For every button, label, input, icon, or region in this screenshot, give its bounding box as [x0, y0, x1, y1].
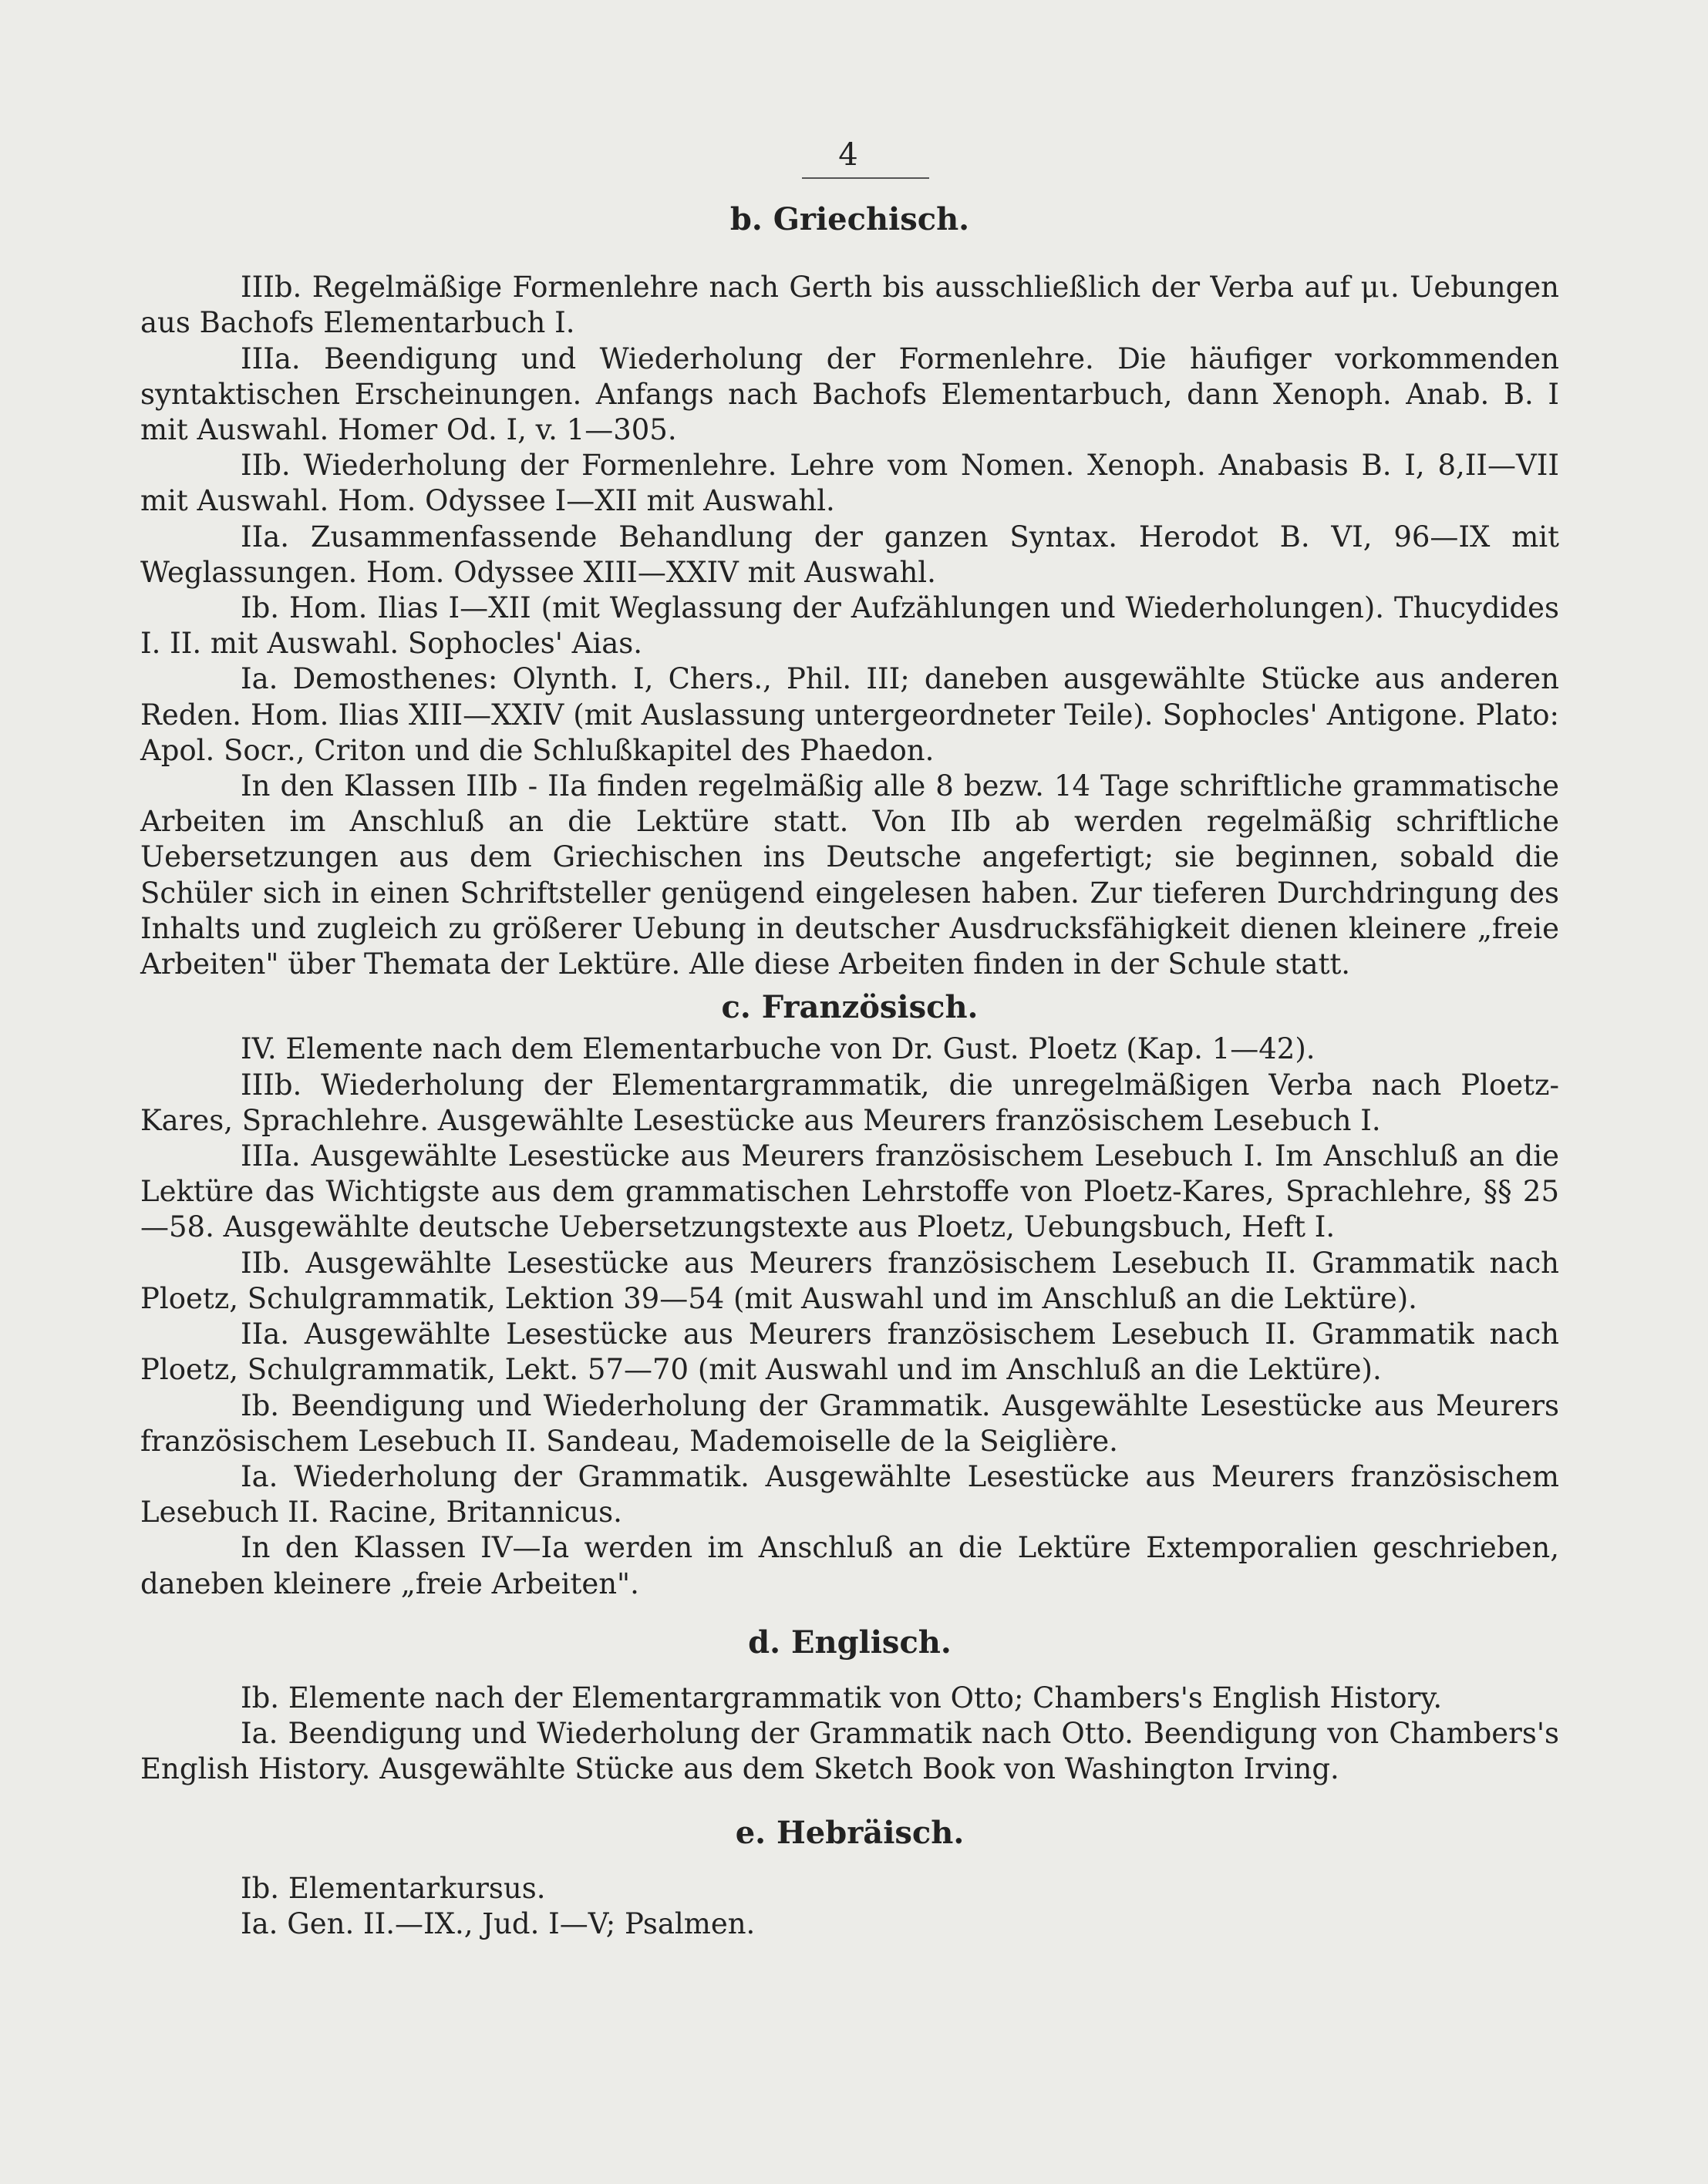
entry-hebraeisch-Ia: Ia. Gen. II.—IX., Jud. I—V; Psalmen.	[241, 1906, 756, 1940]
note-griechisch: In den Klassen IIIb - IIa finden regelmäßig alle 8 bezw. 14 Tage schriftliche grammatische Arbeiten im Anschluß an die Lektüre statt. Von IIb ab werden regelmäßig schriftliche Uebersetzungen aus dem Griechischen ins Deutsche angefertigt; sie beginnen, sobald die Schüler sich in einen Schriftsteller genügend eingelesen haben. Zur tieferen Durchdringung des Inhalts und zugleich zu größerer Uebung in deutscher Ausdrucksfähigkeit dienen kleinere „freie Arbeiten" über Themata der Lektüre. Alle diese Arbeiten finden in der Schule statt.	[140, 769, 1559, 981]
section-heading-griechisch: b. Griechisch.	[729, 201, 970, 237]
entry-franzoesisch-IIa: IIa. Ausgewählte Lesestücke aus Meurers französischem Lesebuch II. Grammatik nach Ploetz, Schulgrammatik, Lekt. 57—70 (mit Auswahl und im Anschluß an die Lektüre).	[140, 1317, 1559, 1387]
entry-franzoesisch-IIb: IIb. Ausgewählte Lesestücke aus Meurers französischem Lesebuch II. Grammatik nach Ploetz, Schulgrammatik, Lektion 39—54 (mit Auswahl und im Anschluß an die Lektüre).	[140, 1246, 1559, 1315]
entry-hebraeisch-Ib: Ib. Elementarkursus.	[241, 1871, 546, 1905]
entry-englisch-Ia: Ia. Beendigung und Wiederholung der Grammatik nach Otto. Beendigung von Chambers's English History. Ausgewählte Stücke aus dem Sketch Book von Washington Irving.	[140, 1717, 1559, 1786]
page-number: 4	[838, 137, 858, 173]
entry-franzoesisch-IIIa: IIIa. Ausgewählte Lesestücke aus Meurers französischem Lesebuch I. Im Anschluß an die Lektüre das Wichtigste aus dem grammatischen Lehrstoffe von Ploetz-Kares, Sprachlehre, §§ 25—58. Ausgewählte deutsche Uebersetzungstexte aus Ploetz, Uebungsbuch, Heft I.	[140, 1139, 1559, 1244]
entry-franzoesisch-IV: IV. Elemente nach dem Elementarbuche von Dr. Gust. Ploetz (Kap. 1—42).	[241, 1032, 1316, 1066]
page-number-rule	[802, 177, 929, 179]
section-heading-englisch: d. Englisch.	[748, 1624, 952, 1661]
entry-franzoesisch-Ib: Ib. Beendigung und Wiederholung der Grammatik. Ausgewählte Lesestücke aus Meurers französischem Lesebuch II. Sandeau, Mademoiselle de la Seiglière.	[140, 1388, 1559, 1458]
section-heading-hebraeisch: e. Hebräisch.	[735, 1814, 965, 1851]
entry-griechisch-IIb: IIb. Wiederholung der Formenlehre. Lehre vom Nomen. Xenoph. Anabasis B. I, 8,II—VII mit Auswahl. Hom. Odyssee I—XII mit Auswahl.	[140, 449, 1559, 518]
section-heading-franzoesisch: c. Französisch.	[721, 989, 979, 1026]
note-franzoesisch: In den Klassen IV—Ia werden im Anschluß an die Lektüre Extemporalien geschrieben, daneben kleinere „freie Arbeiten".	[140, 1531, 1559, 1600]
entry-englisch-Ib: Ib. Elemente nach der Elementargrammatik von Otto; Chambers's English History.	[241, 1681, 1443, 1715]
entry-griechisch-IIIa: IIIa. Beendigung und Wiederholung der Formenlehre. Die häufiger vorkommenden syntaktischen Erscheinungen. Anfangs nach Bachofs Elementarbuch, dann Xenoph. Anab. B. I mit Auswahl. Homer Od. I, v. 1—305.	[140, 342, 1559, 447]
entry-griechisch-IIIb: IIIb. Regelmäßige Formenlehre nach Gerth bis ausschließlich der Verba auf μι. Uebungen aus Bachofs Elementarbuch I.	[140, 271, 1559, 340]
page-content	[140, 202, 1559, 1942]
entry-franzoesisch-Ia: Ia. Wiederholung der Grammatik. Ausgewählte Lesestücke aus Meurers französischem Lesebuch II. Racine, Britannicus.	[140, 1459, 1559, 1529]
entry-griechisch-Ib: Ib. Hom. Ilias I—XII (mit Weglassung der Aufzählungen und Wiederholungen). Thucydides I. II. mit Auswahl. Sophocles' Aias.	[140, 591, 1559, 661]
entry-franzoesisch-IIIb: IIIb. Wiederholung der Elementargrammatik, die unregelmäßigen Verba nach Ploetz-Kares, Sprachlehre. Ausgewählte Lesestücke aus Meurers französischem Lesebuch I.	[140, 1068, 1559, 1137]
entry-griechisch-IIa: IIa. Zusammenfassende Behandlung der ganzen Syntax. Herodot B. VI, 96—IX mit Weglassungen. Hom. Odyssee XIII—XXIV mit Auswahl.	[140, 520, 1559, 589]
entry-griechisch-Ia: Ia. Demosthenes: Olynth. I, Chers., Phil. III; daneben ausgewählte Stücke aus anderen Reden. Hom. Ilias XIII—XXIV (mit Auslassung untergeordneter Teile). Sophocles' Antigone. Plato: Apol. Socr., Criton und die Schlußkapitel des Phaedon.	[140, 662, 1559, 767]
